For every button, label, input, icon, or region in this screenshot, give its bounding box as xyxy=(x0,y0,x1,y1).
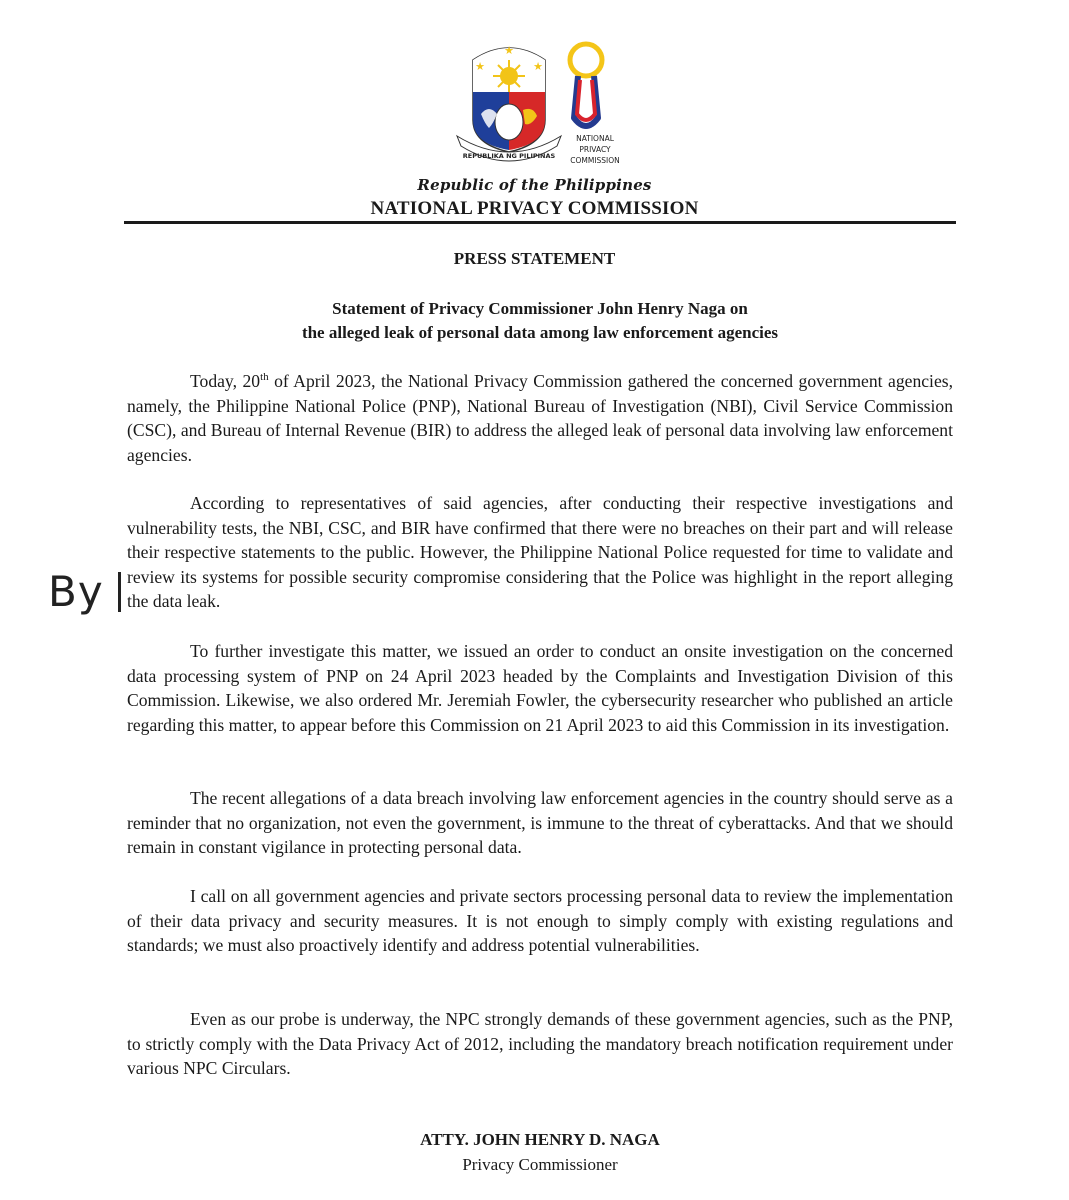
subject-line-2: the alleged leak of personal data among law enforcement agencies xyxy=(301,323,779,342)
overlay-by-text: By xyxy=(48,567,104,616)
svg-text:★: ★ xyxy=(504,44,514,57)
ordinal-suffix: th xyxy=(260,371,269,384)
paragraph-3: To further investigate this matter, we issued an order to conduct an onsite investigation on the concerned data processing system of PNP on 24 April 2023 headed by the Complaints and Investigation Division of this Commission. Likewise, we also ordered Mr. Jeremiah Fowler, the cybersecurity researcher who published an article regarding this matter, to appear before this Commission on 21 April 2023 to aid this Commission in its investigation. xyxy=(127,641,953,735)
npc-logo-line3: COMMISSION xyxy=(570,156,620,165)
npc-logo-line2: PRIVACY xyxy=(579,145,611,154)
svg-text:★: ★ xyxy=(533,60,543,73)
document-type: PRESS STATEMENT xyxy=(453,249,616,268)
header-divider xyxy=(124,221,956,224)
paragraph-4: The recent allegations of a data breach involving law enforcement agencies in the country should serve as a reminder that no organization, not even the government, is immune to the threat of cyberattacks. And that we should remain in constant vigilance in protecting personal data. xyxy=(127,788,953,857)
npc-logo-line1: NATIONAL xyxy=(576,134,614,143)
country-name: Republic of the Philippines xyxy=(417,176,652,194)
paragraph-1-rest: of April 2023, the National Privacy Commission gathered the concerned government agencies, namely, the Philippine National Police (PNP), National Bureau of Investigation (NBI), Civil Service Commission (CSC), and Bureau of Internal Revenue (BIR) to address the alleged leak of personal data involving law enforcement agencies. xyxy=(127,371,954,465)
paragraph-1 xyxy=(127,369,953,467)
subject-line-1: Statement of Privacy Commissioner John Henry Naga on xyxy=(332,299,748,318)
signatory-title: Privacy Commissioner xyxy=(462,1155,618,1174)
organization-name: NATIONAL PRIVACY COMMISSION xyxy=(370,198,699,219)
statement-subject xyxy=(124,297,956,345)
signatory-name: ATTY. JOHN HENRY D. NAGA xyxy=(420,1130,660,1149)
paragraph-2: According to representatives of said agencies, after conducting their respective investigations and vulnerability tests, the NBI, CSC, and BIR have confirmed that there were no breaches on their part and will release their respective statements to the public. However, the Philippine National Police requested for time to validate and review its systems for possible security compromise considering that the Police was highlight in the report alleging the data leak. xyxy=(127,493,953,611)
header-logos xyxy=(0,38,1069,168)
paragraph-1-lead: Today, 20 xyxy=(190,371,261,391)
paragraph-6: Even as our probe is underway, the NPC strongly demands of these government agencies, such as the PNP, to strictly comply with the Data Privacy Act of 2012, including the mandatory breach notification requirement under various NPC Circulars. xyxy=(127,1009,953,1078)
philippine-seal-icon xyxy=(453,40,565,166)
paragraph-5: I call on all government agencies and private sectors processing personal data to review the implementation of their data privacy and security measures. It is not enough to simply comply with existing regulations and standards; we must also proactively identify and address potential vulnerabilities. xyxy=(127,886,953,955)
seal-ribbon-text: REPUBLIKA NG PILIPINAS xyxy=(462,152,556,160)
svg-text:★: ★ xyxy=(475,60,485,73)
npc-logo-icon xyxy=(562,38,628,168)
text-cursor xyxy=(118,572,121,612)
